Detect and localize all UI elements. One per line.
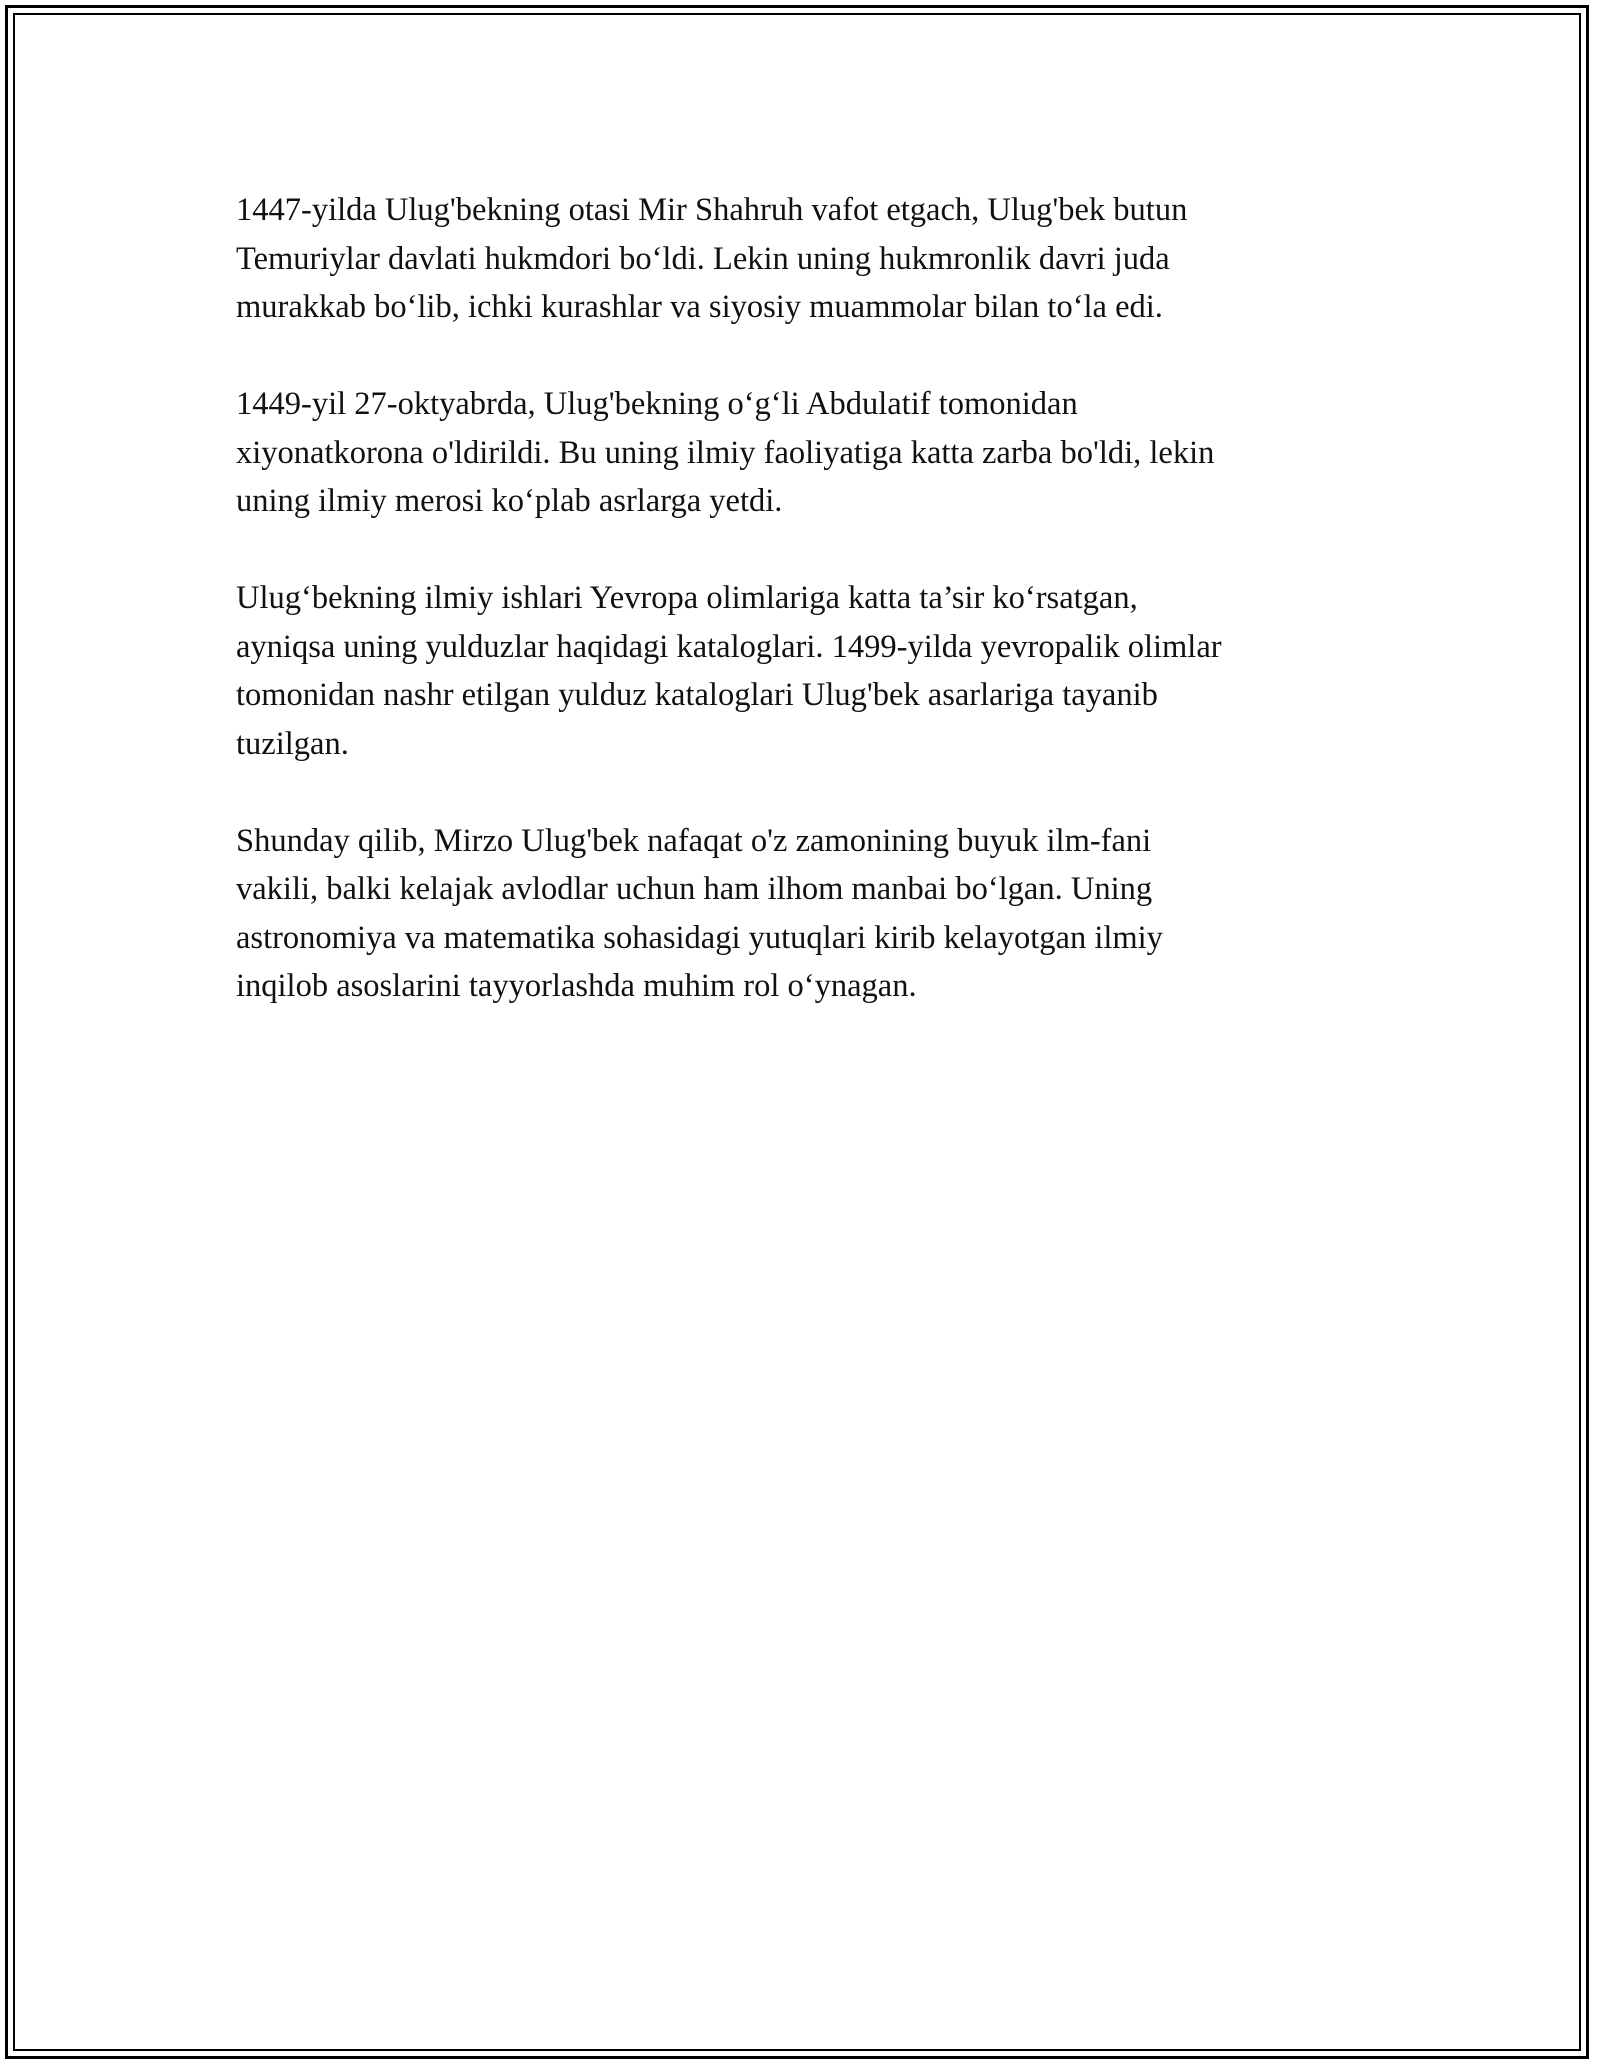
paragraph-2-line-1: 1449-yil 27-oktyabrda, Ulug'bekning o‘g‘li Abdulatif tomonidan [236, 386, 1078, 422]
paragraph-4-line-2: vakili, balki kelajak avlodlar uchun ham ilhom manbai bo‘lgan. Uning [236, 871, 1153, 907]
paragraph-3-line-2: ayniqsa uning yulduzlar haqidagi kataloglari. 1499-yilda yevropalik olimlar [236, 628, 1222, 665]
paragraph-1 [236, 186, 1386, 332]
document-body [236, 186, 1386, 1059]
paragraph-4-line-1: Shunday qilib, Mirzo Ulug'bek nafaqat o'z zamonining buyuk ilm-fani [236, 822, 1152, 859]
paragraph-1-line-1: 1447-yilda Ulug'bekning otasi Mir Shahruh vafot etgach, Ulug'bek butun [236, 192, 1188, 228]
paragraph-1-line-2: Temuriylar davlati hukmdori bo‘ldi. Lekin uning hukmronlik davri juda [236, 240, 1170, 277]
paragraph-3-line-3: tomonidan nashr etilgan yulduz kataloglari Ulug'bek asarlariga tayanib [236, 677, 1158, 713]
paragraph-3-line-4: tuzilgan. [236, 725, 349, 762]
paragraph-4-line-3: astronomiya va matematika sohasidagi yutuqlari kirib kelayotgan ilmiy [236, 919, 1163, 956]
paragraph-4-line-4: inqilob asoslarini tayyorlashda muhim rol o‘ynagan. [236, 968, 917, 1004]
paragraph-2 [236, 380, 1386, 526]
paragraph-2-line-3: uning ilmiy merosi ko‘plab asrlarga yetdi. [236, 483, 783, 519]
paragraph-4 [236, 817, 1386, 1011]
paragraph-1-line-3: murakkab bo‘lib, ichki kurashlar va siyosiy muammolar bilan to‘la edi. [236, 289, 1163, 325]
paragraph-2-line-2: xiyonatkorona o'ldirildi. Bu uning ilmiy faoliyatiga katta zarba bo'ldi, lekin [236, 434, 1215, 471]
paragraph-3-line-1: Ulug‘bekning ilmiy ishlari Yevropa olimlariga katta ta’sir ko‘rsatgan, [236, 580, 1138, 616]
paragraph-3 [236, 574, 1386, 768]
